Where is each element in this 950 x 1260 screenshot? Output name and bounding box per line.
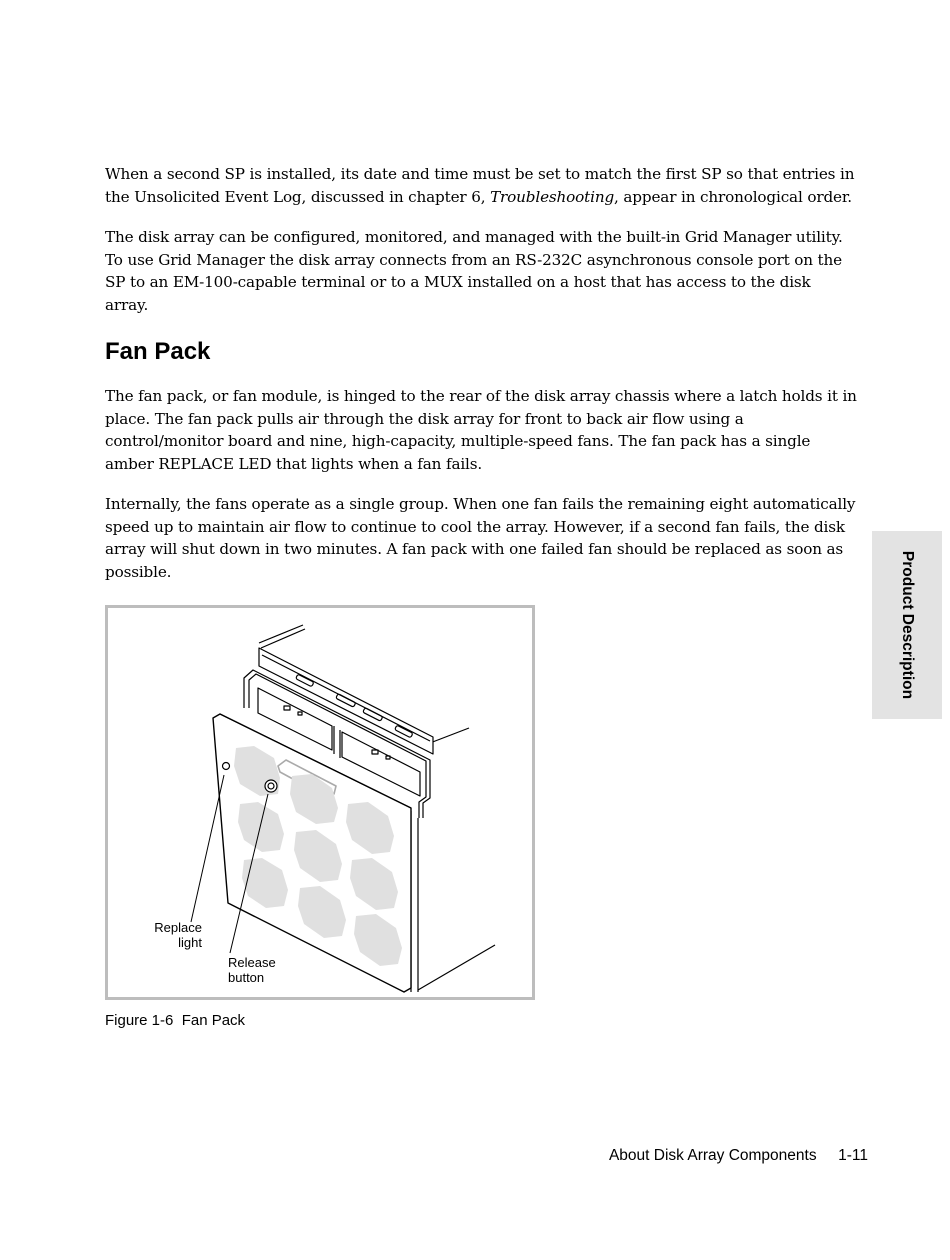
port-icon — [386, 756, 390, 759]
paragraph-fan-failure: Internally, the fans operate as a single group. When one fan fails the remaining eight automatically speed up to maintain air flow to continue to cool the array. However, if a second fan fails, the disk array will shut down in two minutes. A fan pack with one failed fan should be replaced as soon as possible. — [105, 495, 856, 582]
figure-caption: Figure 1-6 Fan Pack — [105, 1012, 246, 1029]
chassis-top-edge — [430, 728, 469, 743]
section-side-tab — [872, 531, 942, 719]
chapter-reference: Troubleshooting — [490, 187, 615, 206]
paragraph-second-sp — [105, 163, 857, 208]
release-button-label: Release button — [228, 955, 276, 985]
paragraph-grid-manager: The disk array can be configured, monitored, and managed with the built-in Grid Manager utility. To use Grid Manager the disk array connects from an RS-232C asynchronous console port on the SP to an EM-100-capable terminal or to a MUX installed on a host that has access to the disk array. — [105, 228, 843, 315]
port-icon — [284, 706, 290, 710]
figure-frame — [105, 605, 535, 1000]
page-footer: About Disk Array Components 1-11 — [608, 1147, 868, 1164]
chassis-bottom-edge — [418, 945, 495, 990]
paragraph-text: , appear in chronological order. — [614, 187, 852, 206]
release-button-inner — [268, 783, 274, 789]
replace-led-icon — [223, 763, 230, 770]
side-tab-label: Product Description — [899, 550, 916, 700]
paragraph-text: When a second SP is installed, its date and time must be set to match the first SP so that entries in the Unsolicited Event Log, discussed in chapter 6, — [105, 165, 855, 206]
replace-light-label: Replace light — [154, 920, 202, 950]
section-heading: Fan Pack — [105, 338, 211, 365]
paragraph-fan-pack-description: The fan pack, or fan module, is hinged to the rear of the disk array chassis where a latch holds it in place. The fan pack pulls air through the disk array for front to back air flow using a control/monitor board and nine, high-capacity, multiple-speed fans. The fan pack has a single amber REPLACE LED that lights when a fan fails. — [105, 387, 857, 474]
rear-panel-top — [259, 648, 433, 754]
port-icon — [372, 750, 378, 754]
replace-leader-line — [191, 775, 224, 922]
port-icon — [298, 712, 302, 715]
chassis-top-edge — [261, 629, 305, 648]
chassis-top-edge — [259, 625, 303, 643]
